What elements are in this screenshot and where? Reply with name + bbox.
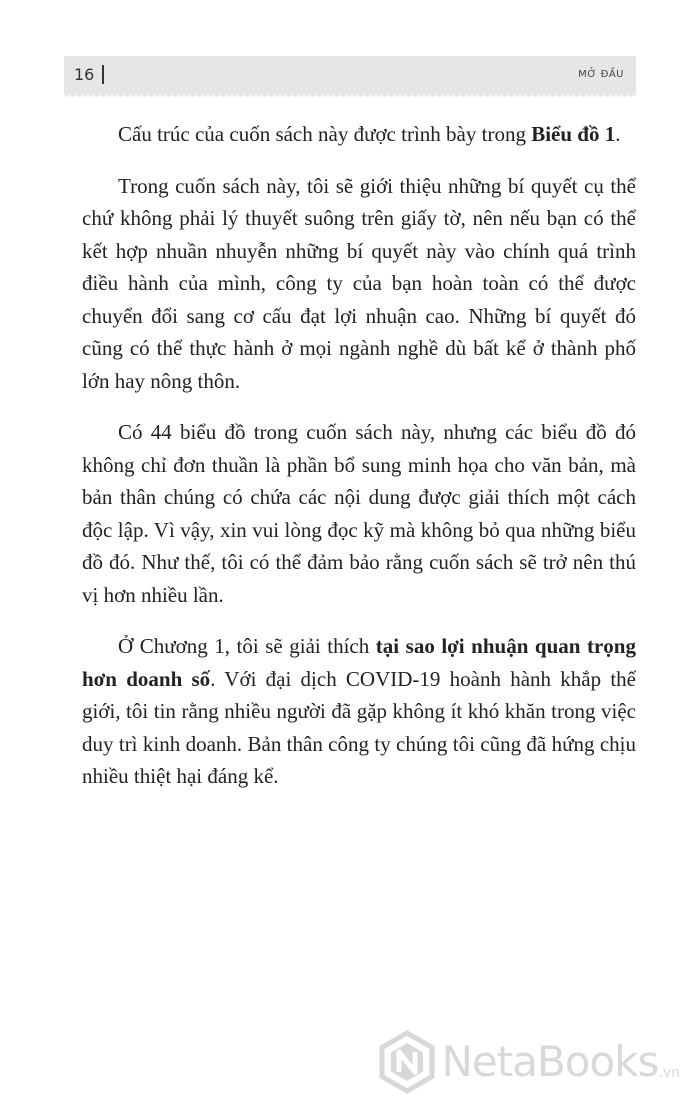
- paragraph-4-rest: . Với đại dịch COVID-19 hoành hành khắp thế giới, tôi tin rằng nhiều người đã gặp không ít khó khăn trong việc duy trì kinh doanh. Bản thân công ty chúng tôi cũng đã hứng chịu nhiều thiệt hại đáng kể.: [82, 666, 636, 788]
- paragraph-1-text: Cấu trúc của cuốn sách này được trình bày trong: [118, 122, 532, 146]
- netabooks-logo-icon: [378, 1030, 436, 1094]
- watermark-suffix: .vn: [658, 1065, 680, 1081]
- paragraph-1-end: .: [615, 122, 621, 146]
- paragraph-4: [82, 630, 636, 793]
- body-text: [82, 118, 636, 812]
- header-separator: [102, 65, 104, 84]
- watermark: [378, 1030, 680, 1094]
- paragraph-3: Có 44 biểu đồ trong cuốn sách này, nhưng các biểu đồ đó không chỉ đơn thuần là phần bổ sung minh họa cho văn bản, mà bản thân chúng có chứa các nội dung được giải thích một cách độc lập. Vì vậy, xin vui lòng đọc kỹ mà không bỏ qua những biểu đồ đó. Như thế, tôi có thể đảm bảo rằng cuốn sách sẽ trở nên thú vị hơn nhiều lần.: [82, 420, 636, 607]
- chart-reference: Biểu đồ 1: [531, 122, 616, 146]
- paragraph-4-intro: Ở Chương 1, tôi sẽ giải thích: [118, 634, 376, 658]
- page-number: 16: [74, 65, 95, 84]
- chapter-title: MỞ ĐẦU: [578, 69, 624, 80]
- paragraph-2: Trong cuốn sách này, tôi sẽ giới thiệu những bí quyết cụ thể chứ không phải lý thuyết suông trên giấy tờ, nên nếu bạn có thể kết hợp nhuần nhuyễn những bí quyết này vào chính quá trình điều hành của mình, công ty của bạn hoàn toàn có thể được chuyển đổi sang cơ cấu đạt lợi nhuận cao. Những bí quyết đó cũng có thể thực hành ở mọi ngành nghề dù bất kể ở thành phố lớn hay nông thôn.: [82, 173, 636, 393]
- watermark-text: NetaBooks: [441, 1037, 659, 1086]
- paragraph-1: [82, 118, 636, 151]
- emphasis-text: tại sao lợi nhuận quan trọng hơn doanh số: [82, 634, 636, 691]
- page-header: [64, 56, 636, 94]
